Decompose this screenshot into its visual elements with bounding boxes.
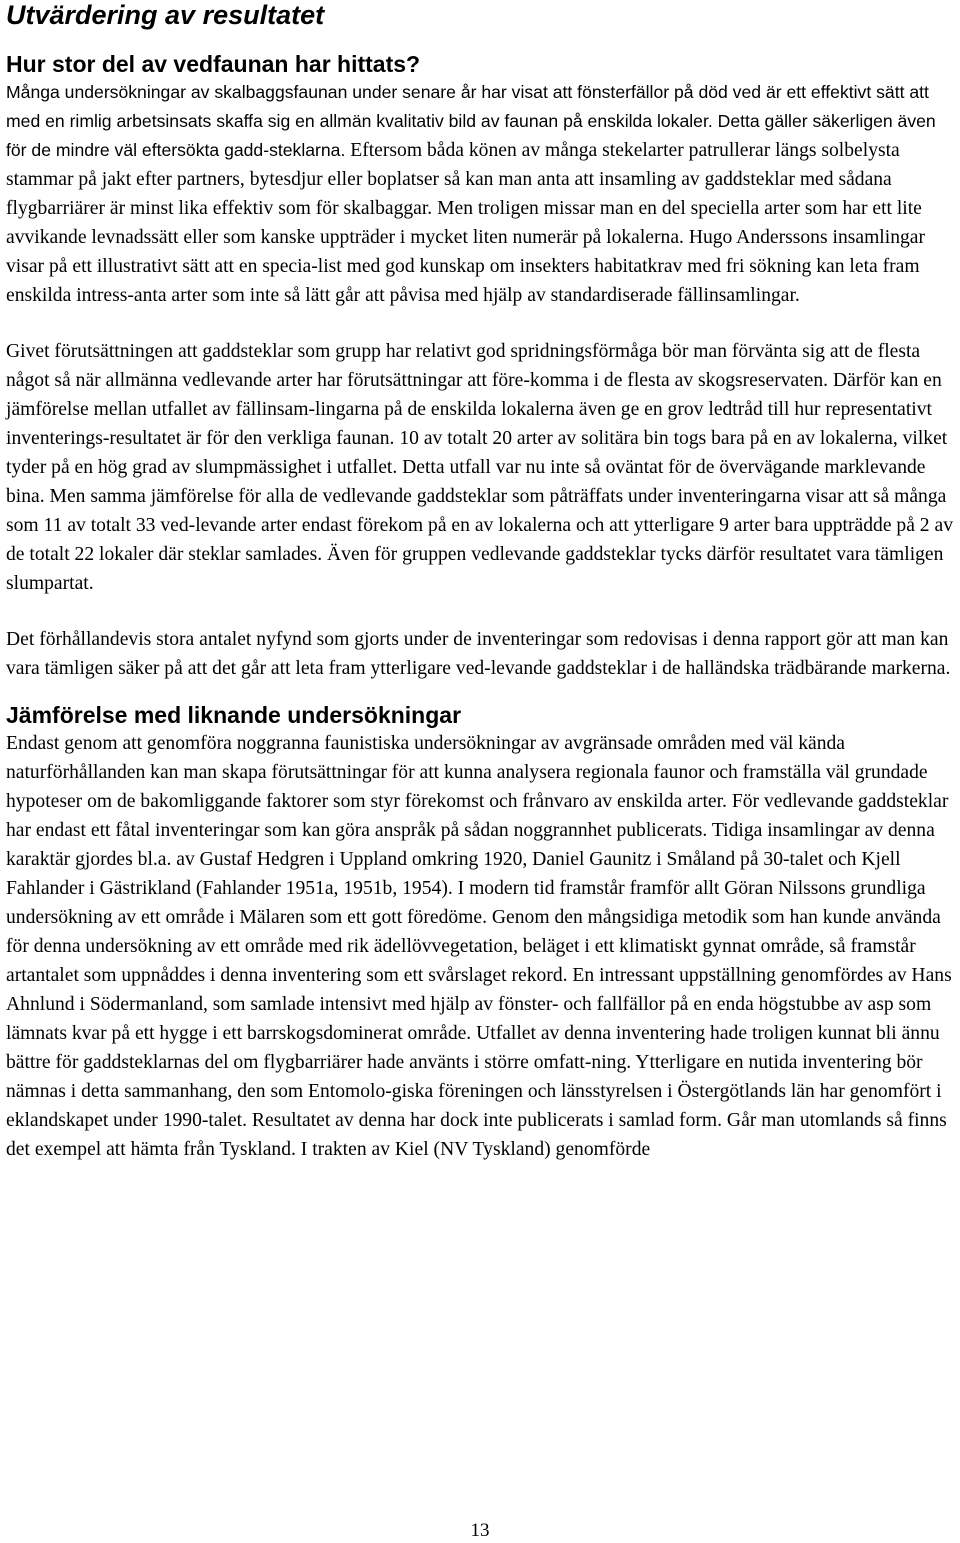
paragraph-new-records: Det förhållandevis stora antalet nyfynd som gjorts under de inventeringar som redovisas i denna rapport gör att man kan vara tämligen säker på att det går att leta fram ytterligare ved-levande gaddsteklar i de halländska trädbärande markerna. xyxy=(6,629,951,679)
paragraph-dispersal: Givet förutsättningen att gaddsteklar som grupp har relativt god spridningsförmåga bör man förvänta sig att de flesta något så när allmänna vedlevande arter har förutsättningar att före-komma i de flesta av skogsreservaten. Därför kan en jämförelse mellan utfallet av fällinsam-lingarna på de enskilda lokalerna även ge en grov ledtråd till hur representativt inventerings-resultatet är för den verkliga faunan. 10 av totalt 20 arter av solitära bin togs bara på en av lokalerna, vilket tyder på en hög grad av slumpmässighet i utfallet. Detta utfall var nu inte så oväntat för de övervägande marklevande bina. Men samma jämförelse för alla de vedlevande gaddsteklar som påträffats under inventeringarna visar att så många som 11 av totalt 33 ved-levande arter endast förekom på en av lokalerna och att ytterligare 9 arter bara uppträdde på 2 av de totalt 22 lokaler där steklar samlades. Även för gruppen vedlevande gaddsteklar tycks därför resultatet vara tämligen slumpartat. xyxy=(6,341,953,594)
subsection-heading-coverage: Hur stor del av vedfaunan har hittats? xyxy=(6,51,421,77)
subsection-heading-comparison: Jämförelse med liknande undersökningar xyxy=(6,702,462,728)
section-title: Utvärdering av resultatet xyxy=(6,0,325,30)
page-number: 13 xyxy=(470,1520,490,1541)
paragraph-coverage-intro xyxy=(6,78,956,310)
paragraph-serif-text: Eftersom båda könen av många stekelarter patrullerar längs solbelysta stammar på jakt efter partners, bytesdjur eller boplatser så kan man anta att insamling av gaddsteklar med sådana flygbarriärer är minst lika effektiv som för skalbaggar. Men troligen missar man en del speciella arter som har ett lite avvikande levnadssätt eller som kanske uppträder i mycket liten numerär på lokalerna. Hugo Anderssons insamlingar visar på ett illustrativt sätt att en specia-list med god kunskap om insekters habitatkrav med fri sökning kan leta fram enskilda intress-anta arter som inte så lätt går att påvisa med hjälp av standardiserade fällinsamlingar. xyxy=(6,140,926,306)
document-page xyxy=(6,0,956,1164)
paragraph-sans-text: Många undersökningar av skalbaggsfaunan under senare år har visat att fönsterfällor på död ved är ett effektivt sätt att med en rimlig arbetsinsats skaffa sig en allmän kvalitativ bild av faunan på enskilda lokaler. Detta gäller säkerligen även för de mindre väl eftersökta gadd-steklarna. xyxy=(6,82,936,160)
paragraph-comparison: Endast genom att genomföra noggranna faunistiska undersökningar av avgränsade områden med väl kända naturförhållanden kan man skapa förutsättningar för att kunna analysera regionala faunor och framställa väl grundade hypoteser om de bakomliggande faktorer som styr förekomst och frånvaro av enskilda arter. För vedlevande gaddsteklar har endast ett fåtal inventeringar som kan göra anspråk på sådan noggrannhet publicerats. Tidiga insamlingar av denna karaktär gjordes bl.a. av Gustaf Hedgren i Uppland omkring 1920, Daniel Gaunitz i Småland på 30-talet och Kjell Fahlander i Gästrikland (Fahlander 1951a, 1951b, 1954). I modern tid framstår framför allt Göran Nilssons grundliga undersökning av ett område i Mälaren som ett gott föredöme. Genom den mångsidiga metodik som han kunde använda för denna undersökning av ett område med rik ädellövvegetation, beläget i ett klimatiskt gynnat område, så framstår artantalet som uppnåddes i denna inventering som ett svårslaget rekord. En intressant uppställning genomfördes av Hans Ahnlund i Södermanland, som samlade intensivt med hjälp av fönster- och fallfällor på en enda högstubbe av asp som lämnats kvar på ett hygge i ett barrskogsdominerat område. Utfallet av denna inventering hade troligen kunnat bli ännu bättre för gaddsteklarnas del om flygbarriärer hade använts i större omfatt-ning. Ytterligare en nutida inventering bör nämnas i detta sammanhang, den som Entomolo-giska föreningen och länsstyrelsen i Östergötlands län har genomfört i eklandskapet under 1990-talet. Resultatet av denna har dock inte publicerats i samlad form. Går man utomlands så finns det exempel att hämta från Tyskland. I trakten av Kiel (NV Tyskland) genomförde xyxy=(6,733,952,1160)
